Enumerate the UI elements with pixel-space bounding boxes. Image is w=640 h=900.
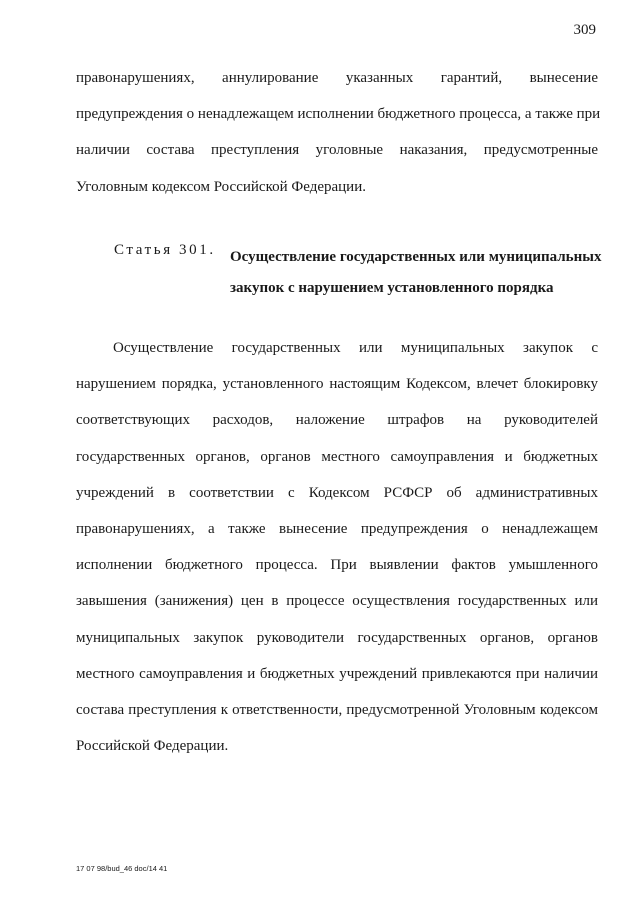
text-line: предупреждения о ненадлежащем исполнении бюджетного процесса, а также при [76,106,601,123]
text-line: правонарушениях, аннулирование указанных гарантий, вынесение [76,70,598,86]
text-line: наличии состава преступления уголовные наказания, предусмотренные [76,142,598,159]
text-line: Уголовным кодексом Российской Федерации. [76,178,366,195]
article-title-line: закупок с нарушением установленного порядка [230,279,554,296]
text-line: Российской Федерации. [76,738,229,755]
text-line: муниципальных закупок руководители государственных органов, органов [76,629,598,646]
article-body-paragraph [76,330,598,764]
text-line: соответствующих расходов, наложение штрафов на руководителей [76,412,598,429]
text-line: завышения (занижения) цен в процессе осуществления государственных или [76,593,598,610]
text-line: состава преступления к ответственности, предусмотренной Уголовным кодексом [76,701,598,718]
document-footer-code: 17 07 98/bud_46 doc/14 41 [76,864,168,873]
text-line: нарушением порядка, установленного настоящим Кодексом, влечет блокировку [76,376,598,393]
text-line: Осуществление государственных или муниципальных закупок с [113,340,598,356]
text-line: государственных органов, органов местного самоуправления и бюджетных [76,448,598,465]
text-line: учреждений в соответствии с Кодексом РСФСР об административных [76,484,598,501]
article-label: Статья 301. [114,242,216,258]
page-number: 309 [573,22,596,38]
article-title-line: Осуществление государственных или муниципальных [230,249,602,265]
text-line: правонарушениях, а также вынесение предупреждения о ненадлежащем [76,520,598,537]
intro-paragraph [76,60,601,205]
text-line: местного самоуправления и бюджетных учреждений привлекаются при наличии [76,665,598,682]
article-title [230,242,601,303]
text-line: исполнении бюджетного процесса. При выявлении фактов умышленного [76,557,598,574]
